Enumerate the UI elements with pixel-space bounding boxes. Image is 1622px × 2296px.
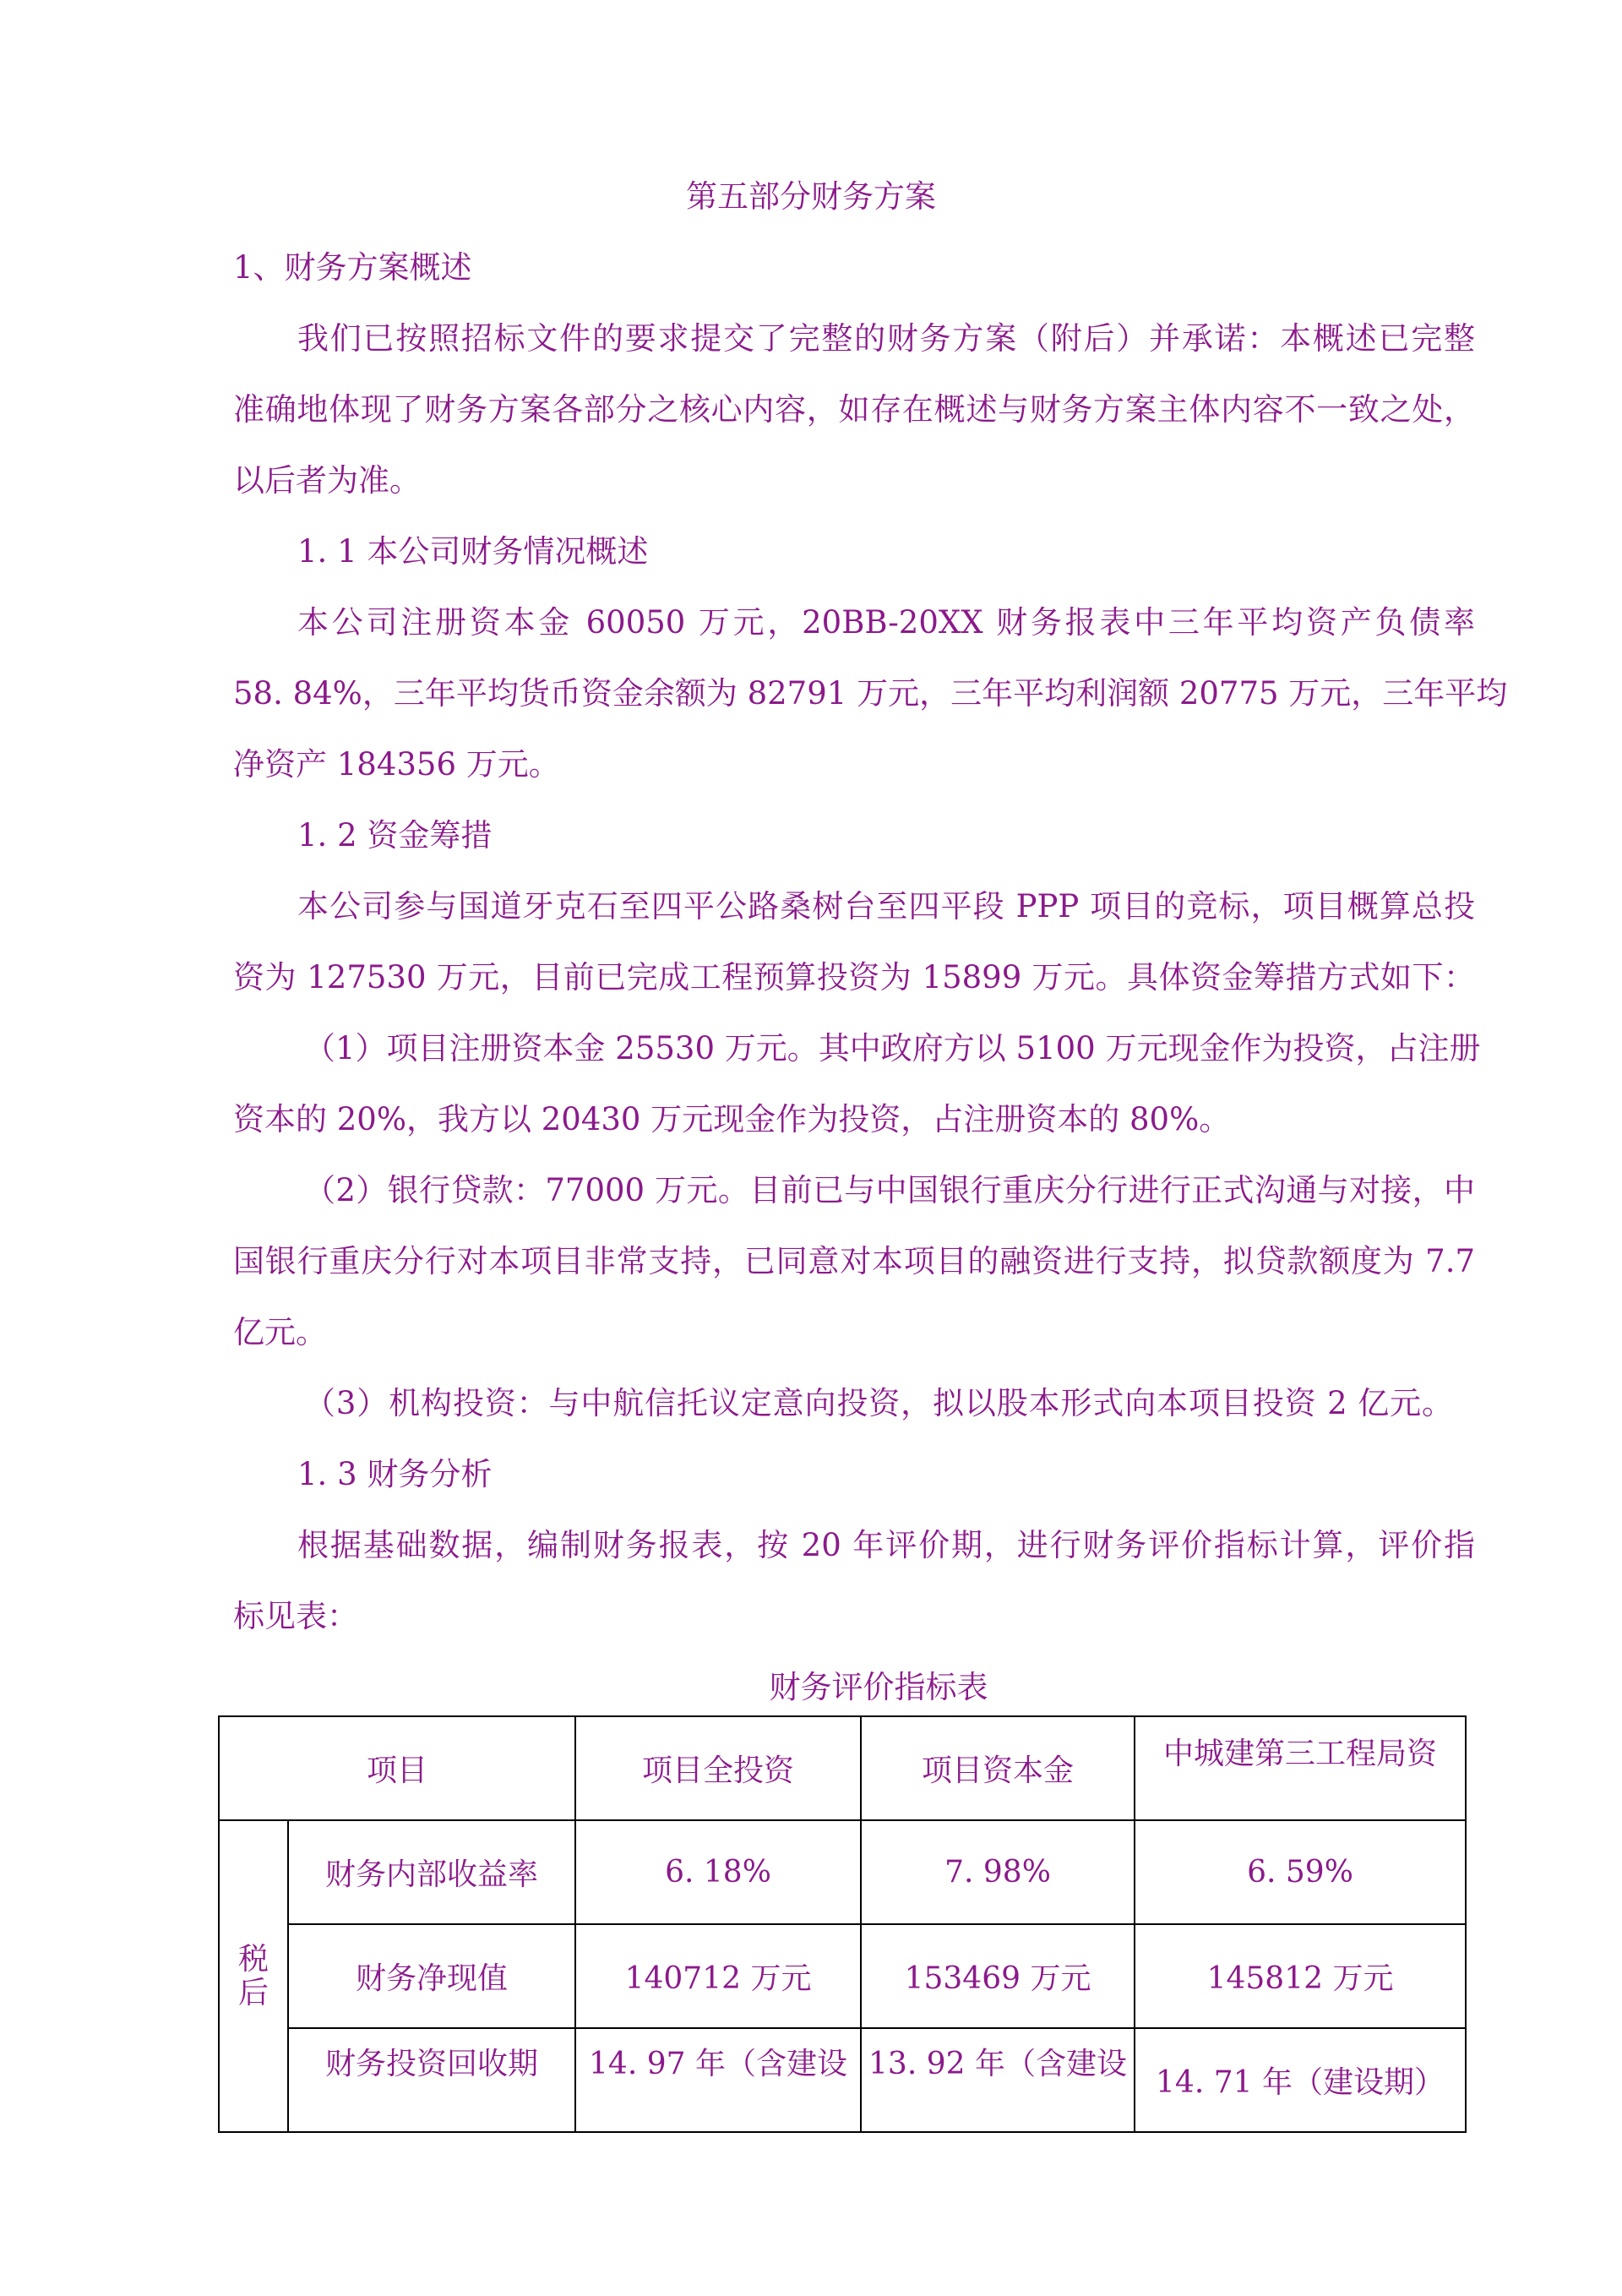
analysis-paragraph-line-1: 根据基础数据，编制财务报表，按 20 年评价期，进行财务评价指标计算，评价指 [297,1527,1475,1563]
section-heading-1-2: 1. 2 资金筹措 [297,817,493,854]
funding-paragraph-line-1: 本公司参与国道牙克石至四平公路桑树台至四平段 PPP 项目的竞标，项目概算总投 [297,888,1475,924]
funding-paragraph-line-2: 资为 127530 万元，目前已完成工程预算投资为 15899 万元。具体资金筹措方式如下： [233,959,1475,995]
company-paragraph-line-1: 本公司注册资本金 60050 万元，20BB-20XX 财务报表中三年平均资产负债率 [297,604,1475,641]
row-irr-full: 6. 18% [575,1820,861,1924]
header-full-investment: 项目全投资 [575,1716,861,1820]
row-label-payback-text: 财务投资回收期 [325,2047,539,2081]
intro-paragraph-line-1: 我们已按照招标文件的要求提交了完整的财务方案（附后）并承诺：本概述已完整 [297,320,1475,357]
section-heading-1: 1、财务方案概述 [233,249,472,286]
row-irr-capital: 7. 98% [861,1820,1135,1924]
row-label-npv: 财务净现值 [288,1924,575,2028]
table-row [219,2028,1466,2132]
table-header-row [219,1716,1466,1820]
row-payback-full-text: 14. 97 年（含建设 [589,2047,847,2081]
company-paragraph-line-2: 58. 84%，三年平均货币资金余额为 82791 万元，三年平均利润额 20775 万元，三年平均 [233,675,1508,712]
funding-item-1-line-2: 资本的 20%，我方以 20430 万元现金作为投资，占注册资本的 80%。 [233,1101,1231,1137]
row-label-irr: 财务内部收益率 [288,1820,575,1924]
row-irr-investor: 6. 59% [1135,1820,1466,1924]
row-npv-full: 140712 万元 [575,1924,861,2028]
company-paragraph-line-3: 净资产 184356 万元。 [233,746,560,783]
row-payback-capital-text: 13. 92 年（含建设 [868,2047,1127,2081]
row-payback-full [575,2028,861,2132]
section-heading-1-3: 1. 3 财务分析 [297,1456,493,1492]
funding-item-3: （3）机构投资：与中航信托议定意向投资，拟以股本形式向本项目投资 2 亿元。 [304,1385,1453,1421]
intro-paragraph-line-2: 准确地体现了财务方案各部分之核心内容，如存在概述与财务方案主体内容不一致之处， [233,391,1475,428]
header-investor-text: 中城建第三工程局资 [1163,1737,1438,1771]
table-row [219,1924,1466,2028]
funding-item-2-line-1: （2）银行贷款：77000 万元。目前已与中国银行重庆分行进行正式沟通与对接，中 [304,1172,1475,1208]
row-npv-capital: 153469 万元 [861,1924,1135,2028]
funding-item-1-line-1: （1）项目注册资本金 25530 万元。其中政府方以 5100 万元现金作为投资，占注册 [304,1030,1481,1066]
table-row [219,1820,1466,1924]
intro-paragraph-line-3: 以后者为准。 [233,462,421,499]
funding-item-2-line-3: 亿元。 [233,1314,327,1350]
funding-item-2-line-2: 国银行重庆分行对本项目非常支持，已同意对本项目的融资进行支持，拟贷款额度为 7.7 [233,1243,1475,1279]
section-heading-1-1: 1. 1 本公司财务情况概述 [297,533,649,570]
group-label-text: 税后 [237,1941,269,2010]
group-label-after-tax [219,1820,288,2132]
row-payback-investor: 14. 71 年（建设期） [1135,2028,1466,2132]
header-capital: 项目资本金 [861,1716,1135,1820]
row-payback-capital [861,2028,1135,2132]
header-item: 项目 [219,1716,575,1820]
row-npv-investor: 145812 万元 [1135,1924,1466,2028]
financial-indicators-table [218,1715,1467,2133]
analysis-paragraph-line-2: 标见表： [233,1598,358,1634]
table-caption: 财务评价指标表 [769,1669,988,1705]
document-title: 第五部分财务方案 [686,178,936,215]
row-label-payback [288,2028,575,2132]
header-investor [1135,1716,1466,1820]
